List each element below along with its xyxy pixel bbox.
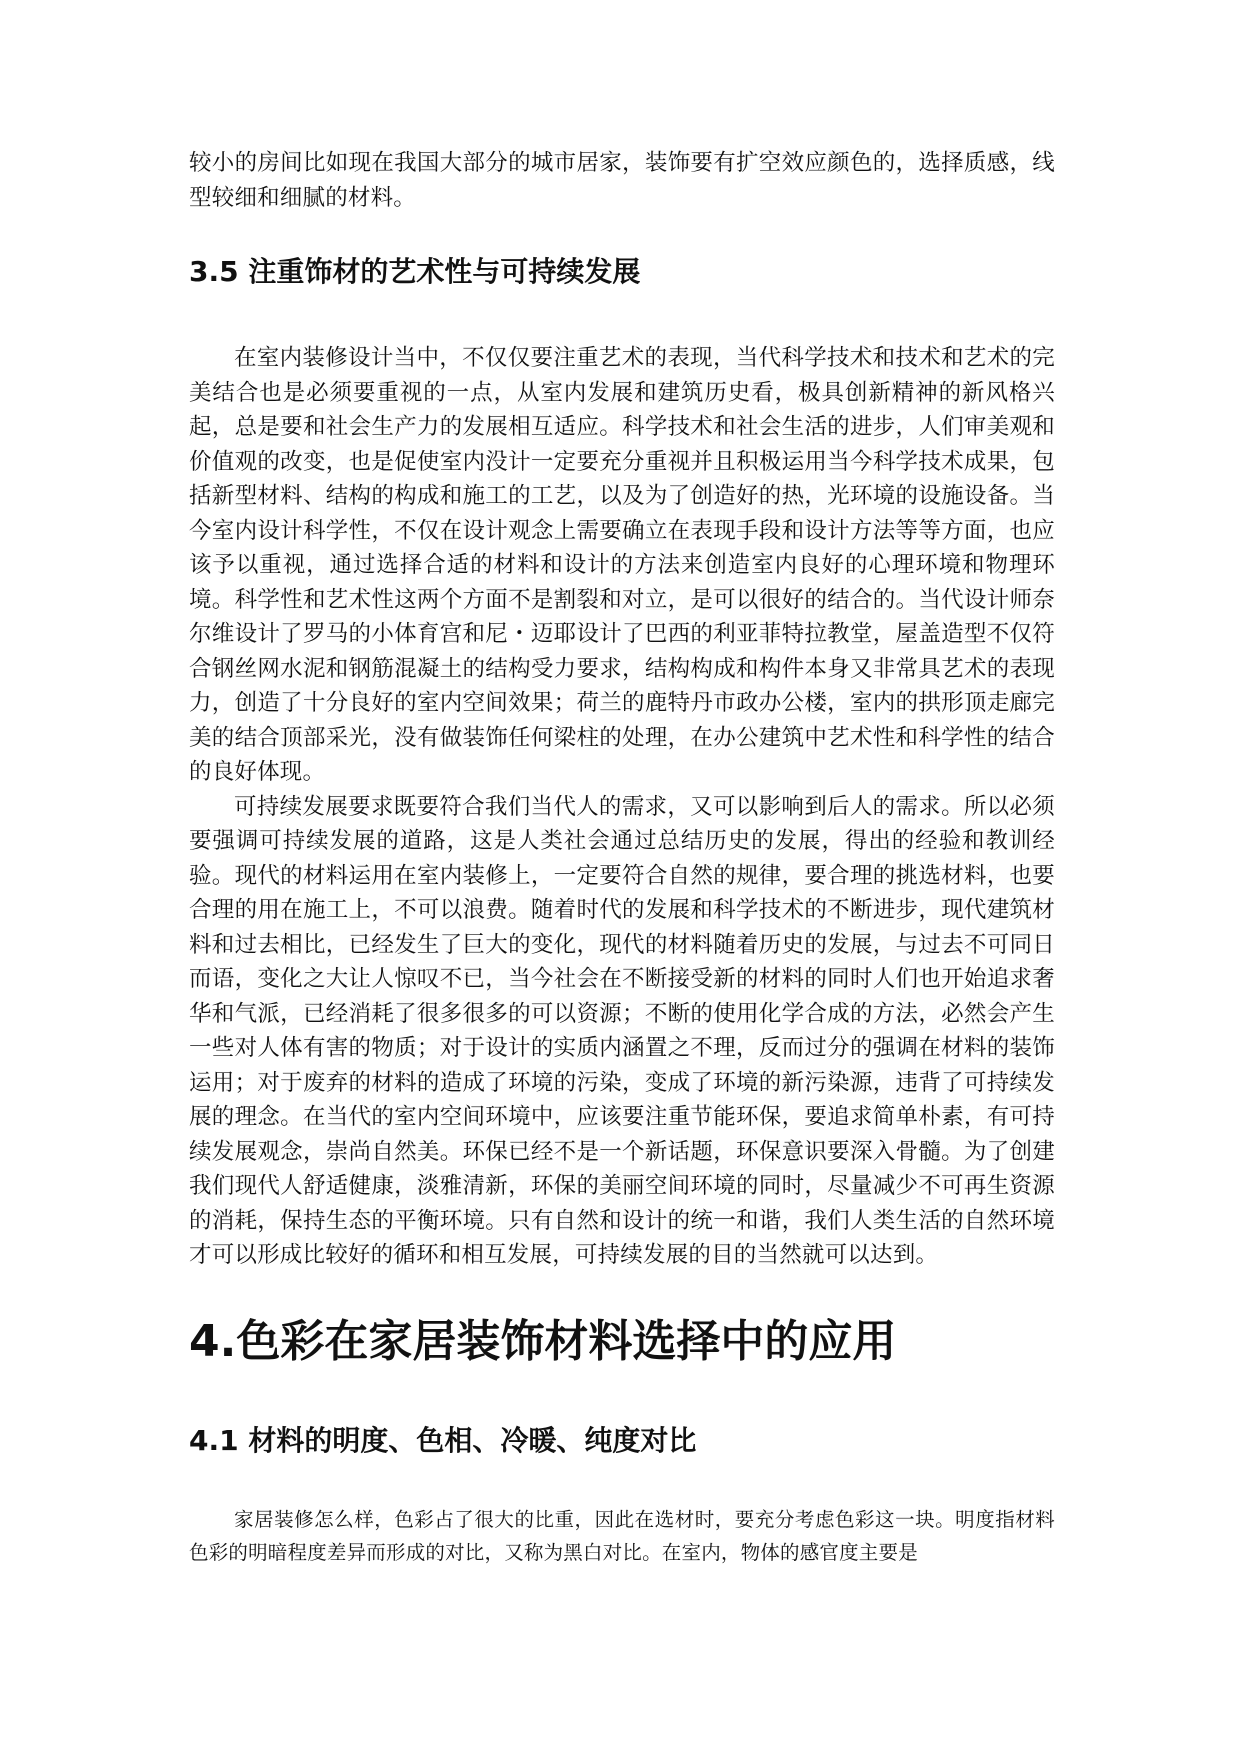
section-3-5-paragraph-2: 可持续发展要求既要符合我们当代人的需求，又可以影响到后人的需求。所以必须要强调可持续发展的道路，这是人类社会通过总结历史的发展，得出的经验和教训经验。现代的材料运用在室内装修上，一定要符合自然的规律，要合理的挑选材料，也要合理的用在施工上，不可以浪费。随着时代的发展和科学技术的不断进步，现代建筑材料和过去相比，已经发生了巨大的变化，现代的材料随着历史的发展，与过去不可同日而语，变化之大让人惊叹不已，当今社会在不断接受新的材料的同时人们也开始追求奢华和气派，已经消耗了很多很多的可以资源；不断的使用化学合成的方法，必然会产生一些对人体有害的物质；对于设计的实质内涵置之不理，反而过分的强调在材料的装饰运用；对于废弃的材料的造成了环境的污染，变成了环境的新污染源，违背了可持续发展的理念。在当代的室内空间环境中，应该要注重节能环保，要追求简单朴素，有可持续发展观念，崇尚自然美。环保已经不是一个新话题，环保意识要深入骨髓。为了创建我们现代人舒适健康，淡雅清新，环保的美丽空间环境的同时，尽量减少不可再生资源的消耗，保持生态的平衡环境。只有自然和设计的统一和谐，我们人类生活的自然环境才可以形成比较好的循环和相互发展，可持续发展的目的当然就可以达到。	[189, 793, 1055, 1268]
section-3-5-heading: 3.5 注重饰材的艺术性与可持续发展	[189, 255, 641, 288]
intro-paragraph: 较小的房间比如现在我国大部分的城市居家，装饰要有扩空效应颜色的，选择质感，线型较细和细腻的材料。	[189, 150, 1055, 211]
section-4-1-heading: 4.1 材料的明度、色相、冷暖、纯度对比	[189, 1423, 697, 1457]
section-3-5-paragraph-1: 在室内装修设计当中，不仅仅要注重艺术的表现，当代科学技术和技术和艺术的完美结合也是必须要重视的一点，从室内发展和建筑历史看，极具创新精神的新风格兴起，总是要和社会生产力的发展相互适应。科学技术和社会生活的进步，人们审美观和价值观的改变，也是促使室内没计一定要充分重视并且积极运用当今科学技术成果，包括新型材料、结构的构成和施工的工艺，以及为了创造好的热，光环境的设施设备。当今室内设计科学性，不仅在设计观念上需要确立在表现手段和设计方法等等方面，也应该予以重视，通过选择合适的材料和设计的方法来创造室内良好的心理环境和物理环境。科学性和艺术性这两个方面不是割裂和对立，是可以很好的结合的。当代设计师奈尔维设计了罗马的小体育宫和尼・迈耶设计了巴西的利亚菲特拉教堂，屋盖造型不仅符合钢丝网水泥和钢筋混凝土的结构受力要求，结构构成和构件本身又非常具艺术的表现力，创造了十分良好的室内空间效果；荷兰的鹿特丹市政办公楼，室内的拱形顶走廊完美的结合顶部采光，没有做装饰任何梁柱的处理，在办公建筑中艺术性和科学性的结合的良好体现。	[189, 345, 1055, 785]
section-4-1-paragraph-1: 家居装修怎么样，色彩占了很大的比重，因此在选材时，要充分考虑色彩这一块。明度指材料色彩的明暗程度差异而形成的对比，又称为黑白对比。在室内，物体的感官度主要是	[189, 1507, 1055, 1564]
chapter-4-heading: 4.色彩在家居装饰材料选择中的应用	[189, 1315, 897, 1367]
document-page	[189, 146, 1055, 1569]
